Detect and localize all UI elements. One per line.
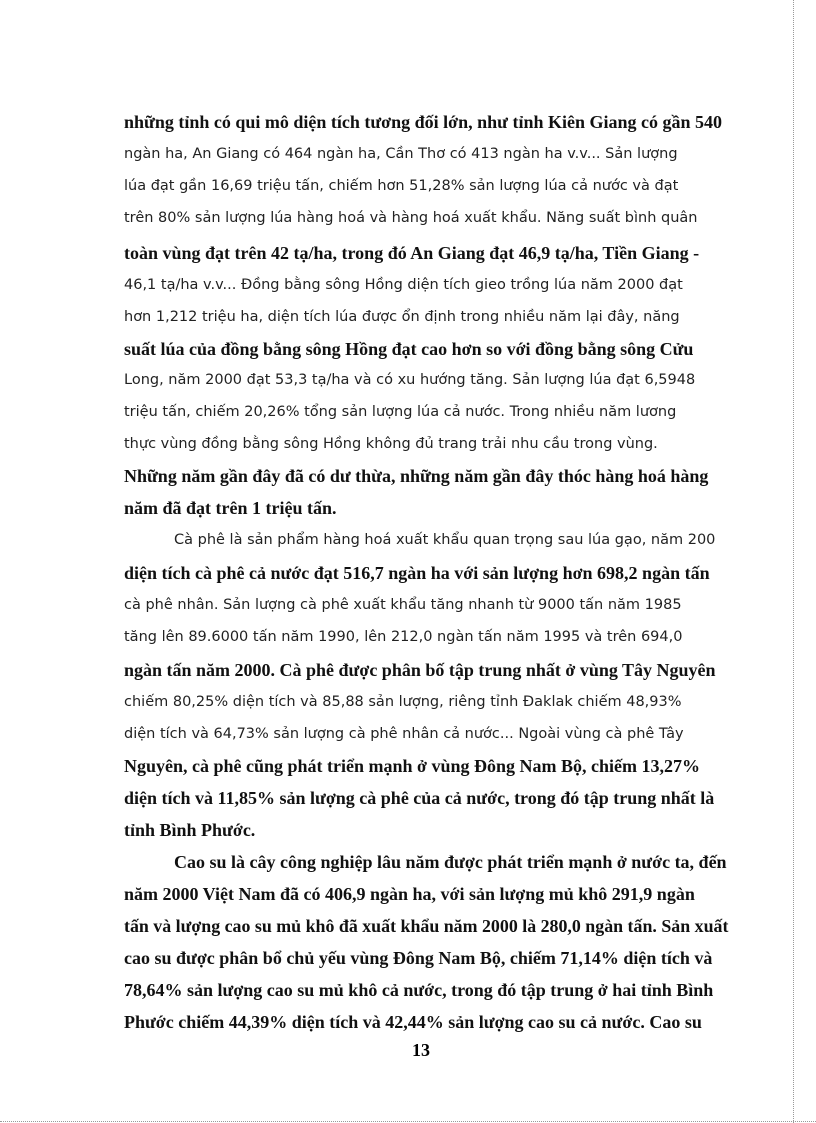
- page-number: 13: [412, 1040, 430, 1060]
- text-line: Cao su là cây công nghiệp lâu năm được phát triển mạnh ở nước ta, đến: [174, 852, 727, 872]
- text-line: suất lúa của đồng bằng sông Hồng đạt cao hơn so với đồng bằng sông Cửu: [124, 339, 694, 359]
- text-line: Phước chiếm 44,39% diện tích và 42,44% sản lượng cao su cả nước. Cao su: [124, 1012, 702, 1032]
- text-line: năm 2000 Việt Nam đã có 406,9 ngàn ha, với sản lượng mủ khô 291,9 ngàn: [124, 884, 695, 904]
- text-line: diện tích và 64,73% sản lượng cà phê nhân cả nước... Ngoài vùng cà phê Tây: [124, 726, 684, 742]
- text-line: diện tích cà phê cả nước đạt 516,7 ngàn ha với sản lượng hơn 698,2 ngàn tấn: [124, 563, 710, 583]
- text-line: tỉnh Bình Phước.: [124, 820, 256, 840]
- text-line: Long, năm 2000 đạt 53,3 tạ/ha và có xu hướng tăng. Sản lượng lúa đạt 6,5948: [124, 372, 696, 388]
- text-line: 78,64% sản lượng cao su mủ khô cả nước, trong đó tập trung ở hai tỉnh Bình: [124, 980, 714, 1000]
- text-line: toàn vùng đạt trên 42 tạ/ha, trong đó An Giang đạt 46,9 tạ/ha, Tiền Giang -: [124, 243, 700, 263]
- text-line: 46,1 tạ/ha v.v... Đồng bằng sông Hồng diện tích gieo trồng lúa năm 2000 đạt: [124, 277, 683, 293]
- page-edge-horizontal: [0, 1121, 816, 1122]
- text-line: lúa đạt gần 16,69 triệu tấn, chiếm hơn 51,28% sản lượng lúa cả nước và đạt: [124, 178, 679, 194]
- text-line: ngàn tấn năm 2000. Cà phê được phân bố tập trung nhất ở vùng Tây Nguyên: [124, 660, 716, 680]
- text-line: Nguyên, cà phê cũng phát triển mạnh ở vùng Đông Nam Bộ, chiếm 13,27%: [124, 756, 701, 776]
- text-line: Những năm gần đây đã có dư thừa, những năm gần đây thóc hàng hoá hàng: [124, 466, 709, 486]
- text-line: năm đã đạt trên 1 triệu tấn.: [124, 498, 337, 518]
- text-line: triệu tấn, chiếm 20,26% tổng sản lượng lúa cả nước. Trong nhiều năm lương: [124, 404, 677, 420]
- page-edge-vertical: [793, 0, 794, 1123]
- text-line: trên 80% sản lượng lúa hàng hoá và hàng hoá xuất khẩu. Năng suất bình quân: [124, 210, 698, 226]
- text-line: những tỉnh có qui mô diện tích tương đối lớn, như tỉnh Kiên Giang có gần 540: [124, 112, 722, 132]
- text-line: ngàn ha, An Giang có 464 ngàn ha, Cần Thơ có 413 ngàn ha v.v... Sản lượng: [124, 146, 678, 162]
- text-line: tấn và lượng cao su mủ khô đã xuất khẩu năm 2000 là 280,0 ngàn tấn. Sản xuất: [124, 916, 729, 936]
- text-line: cà phê nhân. Sản lượng cà phê xuất khẩu tăng nhanh từ 9000 tấn năm 1985: [124, 597, 682, 613]
- text-line: diện tích và 11,85% sản lượng cà phê của cả nước, trong đó tập trung nhất là: [124, 788, 715, 808]
- text-line: chiếm 80,25% diện tích và 85,88 sản lượng, riêng tỉnh Đaklak chiếm 48,93%: [124, 694, 682, 710]
- text-line: thực vùng đồng bằng sông Hồng không đủ trang trải nhu cầu trong vùng.: [124, 436, 658, 452]
- text-line: hơn 1,212 triệu ha, diện tích lúa được ổn định trong nhiều năm lại đây, năng: [124, 309, 680, 325]
- text-line: tăng lên 89.6000 tấn năm 1990, lên 212,0 ngàn tấn năm 1995 và trên 694,0: [124, 629, 683, 645]
- text-line: cao su được phân bổ chủ yếu vùng Đông Nam Bộ, chiếm 71,14% diện tích và: [124, 948, 713, 968]
- text-line: Cà phê là sản phẩm hàng hoá xuất khẩu quan trọng sau lúa gạo, năm 200: [174, 532, 716, 548]
